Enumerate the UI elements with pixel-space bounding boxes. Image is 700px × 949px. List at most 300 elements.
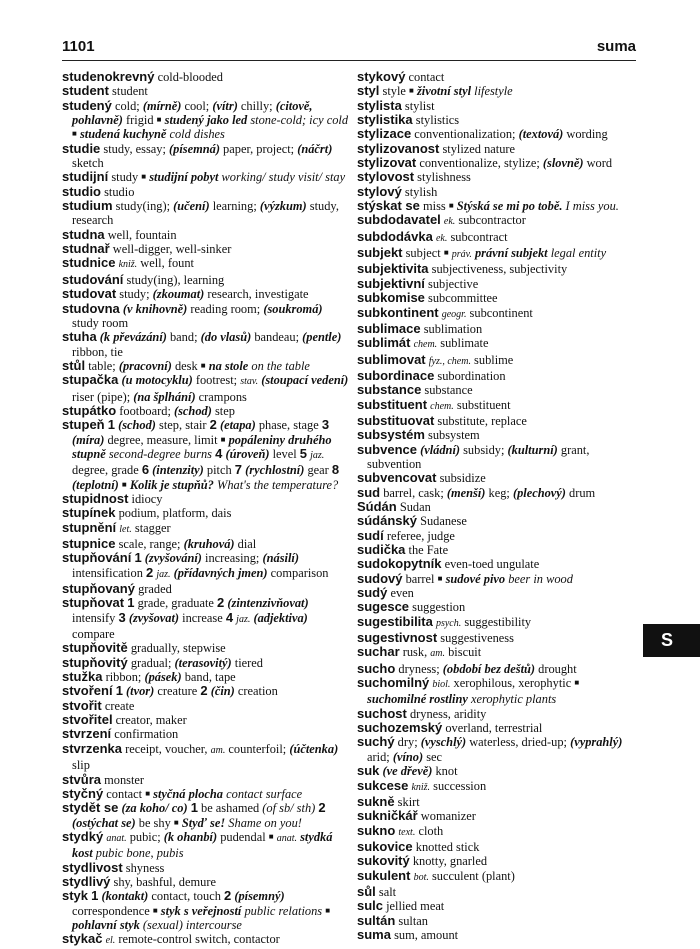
dictionary-entry: sudička the Fate (357, 542, 449, 557)
dictionary-entry: subjektivní subjective (357, 275, 479, 291)
dictionary-entry: sublimát chem. sublimate (357, 335, 489, 351)
headword: sublimace (357, 320, 421, 336)
dictionary-entry: sugesce suggestion (357, 599, 466, 615)
dictionary-entry: subsystém subsystem (357, 427, 480, 443)
headword: sudý (357, 585, 388, 601)
dictionary-entry: sukovice knotted stick (357, 838, 480, 854)
dictionary-entry: subordinace subordination (357, 367, 506, 383)
headword: sukovice (357, 838, 413, 854)
phrase-translation: What's the temperature? (217, 477, 339, 492)
phrase-marker: ■ (145, 788, 151, 798)
field-label: fyz., chem. (428, 355, 471, 367)
headword: sukulent (357, 867, 411, 883)
headword: 8 (331, 462, 340, 478)
dictionary-entry: studie study, essay; (písemná) paper, project; (náčrt) sketch (62, 140, 333, 171)
headword: 2 (217, 595, 225, 611)
dictionary-entry: stupňování 1 (zvyšování) increasing; (násilí) intensification 2 jaz. (přídavných jmen) comparison (62, 550, 329, 580)
sense-note: (v knihovně) (122, 301, 188, 316)
dictionary-entry: súdánský Sudanese (357, 513, 467, 529)
sense-note: (adjektiva) (253, 610, 308, 625)
dictionary-entry: stvůra monster (62, 771, 145, 787)
dictionary-entry: stupačka (u motocyklu) footrest; stav. (stoupací vedení) riser (pipe); (na šplhání) crampons (62, 372, 349, 404)
sense-note: na stole (208, 358, 249, 373)
dictionary-entry: stýskat se miss ■ Stýská se mi po tobě. I miss you. (357, 198, 619, 214)
headword: stupačka (62, 372, 119, 388)
headword: sukcese (357, 777, 409, 793)
right-column (357, 70, 637, 942)
headword: sulc (357, 898, 384, 914)
sense-note: (terasovitý) (174, 655, 232, 670)
headword: stvoření (62, 683, 113, 699)
headword: sublimovat (357, 351, 426, 367)
sense-note: popáleniny druhého stupně (72, 432, 332, 461)
headword: sukně (357, 793, 395, 809)
field-label: ek. (443, 216, 456, 228)
headword: substituent (357, 396, 428, 412)
dictionary-entry: stylovost stylishness (357, 169, 471, 185)
sense-note: Styď se! (181, 815, 226, 830)
headword: stylový (357, 183, 402, 199)
dictionary-entry: sukovitý knotty, gnarled (357, 853, 488, 869)
dictionary-entry: styl style ■ životní styl lifestyle (357, 83, 513, 99)
page-header (62, 38, 636, 61)
headword: stupeň (62, 417, 105, 433)
headword: stylovost (357, 169, 415, 185)
headword: stydlivý (62, 873, 111, 889)
phrase-translation: stone-cold; icy cold (250, 113, 349, 128)
page-number: 1101 (62, 38, 95, 55)
dictionary-entry: sudokopytník even-toed ungulate (357, 556, 540, 572)
dictionary-entry: sukcese kniž. succession (357, 777, 487, 793)
sense-note: (pásek) (144, 670, 182, 685)
sense-note: (zintenzivňovat) (227, 596, 309, 611)
dictionary-entry: stupeň 1 (schod) step, stair 2 (etapa) phase, stage 3 (míra) degree, measure, limit ■ popáleniny druhého stupně second-degree burns 4 (úroveň) level 5 jaz. degree, grade 6 (intenzity) pitch 7 (rychlostní) gear 8 (teplotní) ■ Kolik je stupňů? What's the temperature? (62, 417, 340, 492)
dictionary-entry: stvoření 1 (tvor) creature 2 (čin) creation (62, 683, 278, 699)
dictionary-entry: sukno text. cloth (357, 822, 444, 838)
dictionary-entry: sudí referee, judge (357, 527, 455, 543)
headword: studie (62, 140, 101, 156)
phrase-marker: ■ (121, 479, 127, 489)
headword: subjektivní (357, 275, 425, 291)
phrase-marker: ■ (156, 115, 162, 125)
headword: 1 (190, 800, 198, 816)
sense-note: styk s veřejností (160, 903, 242, 918)
phrase-translation: xerophytic plants (470, 692, 557, 707)
headword: súdánský (357, 513, 417, 529)
headword: studovat (62, 286, 117, 302)
sense-note: (rychlostní) (245, 463, 305, 478)
sense-note: Stýská se mi po tobě. (456, 199, 563, 214)
headword: subsystém (357, 427, 425, 443)
headword: subdodávka (357, 228, 433, 244)
headword: subjekt (357, 245, 403, 261)
headword: 1 (107, 417, 115, 433)
headword: sudička (357, 542, 406, 557)
phrase-translation: (of sb/ sth) (262, 801, 316, 816)
dictionary-entry: sultán sultan (357, 912, 428, 928)
dictionary-entry: sugestivnost suggestiveness (357, 630, 514, 646)
headword: sukno (357, 822, 396, 838)
sense-note: (výzkum) (259, 199, 307, 214)
sense-note: (vítr) (212, 98, 238, 113)
sense-note: životní styl (416, 84, 472, 99)
dictionary-entry: stykový contact (357, 69, 445, 84)
headword: 2 (318, 800, 326, 816)
dictionary-entry: studování study(ing), learning (62, 271, 225, 287)
sense-note: stydká kost (72, 829, 333, 861)
field-label: jaz. (310, 449, 325, 461)
dictionary-entry: stupňovaný graded (62, 581, 172, 597)
headword: subkontinent (357, 304, 439, 320)
dictionary-entry: subjekt subject ■ práv. právní subjekt legal entity (357, 245, 607, 261)
phrase-marker: ■ (152, 905, 158, 915)
section-tab: S (643, 624, 700, 657)
field-label: jaz. (156, 568, 171, 580)
headword: substance (357, 382, 422, 398)
dictionary-entry: sukulent bot. succulent (plant) (357, 867, 515, 883)
headword: 2 (145, 564, 154, 580)
headword: 3 (321, 417, 330, 433)
sense-note: (k převázání) (99, 330, 167, 345)
field-label: chem. (413, 339, 438, 351)
sense-note: (úroveň) (225, 446, 270, 461)
dictionary-entry: sublimace sublimation (357, 320, 483, 336)
sense-note: (soukromá) (263, 301, 323, 316)
sense-note: (písemný) (234, 889, 285, 904)
dictionary-entry: stylistika stylistics (357, 112, 460, 128)
sense-note: (stoupací vedení) (261, 373, 349, 388)
dictionary-entry: stvořitel creator, maker (62, 712, 187, 728)
sense-note: studená kuchyně (79, 127, 167, 142)
headword: stydlivost (62, 859, 123, 875)
dictionary-entry: suchozemský overland, terrestrial (357, 720, 543, 736)
headword: stylizovanost (357, 140, 440, 156)
dictionary-entry: stupňovitě gradually, stepwise (62, 640, 226, 656)
sense-note: (učení) (173, 199, 210, 214)
dictionary-entry: sulc jellied meat (357, 898, 445, 914)
sense-note: studený jako led (164, 113, 248, 128)
sense-note: (schod) (118, 418, 156, 433)
dictionary-entry: stupňovat 1 grade, graduate 2 (zintenzivňovat) intensify 3 (zvyšovat) increase 4 jaz. (adjektiva) compare (62, 595, 309, 642)
phrase-translation: legal entity (550, 246, 607, 261)
phrase-translation: Shame on you! (228, 815, 302, 830)
sense-note: (víno) (392, 749, 424, 764)
headword: sugestivnost (357, 630, 438, 646)
dictionary-entry: stužka ribbon; (pásek) band, tape (62, 669, 236, 685)
headword: suchý (357, 734, 395, 750)
headword: 1 (127, 595, 135, 611)
dictionary-entry: stydět se (za koho/ co) 1 be ashamed (of sb/ sth) 2 (ostýchat se) be shy ■ Styď se! Shame on you! (62, 800, 326, 830)
headword: stykač (62, 931, 103, 947)
dictionary-entry: subjektivita subjectiveness, subjectivity (357, 261, 568, 277)
dictionary-entry: studium study(ing); (učení) learning; (výzkum) study, research (62, 198, 339, 228)
headword: sud (357, 484, 381, 500)
headword: stupňování (62, 550, 132, 566)
headword: stupňovat (62, 595, 125, 611)
sense-note: (menší) (446, 485, 486, 500)
phrase-marker: ■ (437, 573, 443, 583)
field-label: práv. (451, 249, 472, 261)
headword: stylizovat (357, 155, 417, 171)
field-label: el. (105, 935, 116, 947)
dictionary-entry: substance substance (357, 382, 473, 398)
sense-note: (náčrt) (297, 141, 333, 156)
headword: studijní (62, 169, 109, 185)
headword: stykový (357, 69, 406, 84)
dictionary-entry: sublimovat fyz., chem. sublime (357, 351, 514, 367)
headword: studený (62, 97, 112, 113)
dictionary-entry: subdodávka ek. subcontract (357, 228, 508, 244)
headword: styl (357, 83, 380, 99)
dictionary-entry: styk 1 (kontakt) contact, touch 2 (písemný) correspondence ■ styk s veřejností public relations ■ pohlavní styk (sexual) intercourse (62, 888, 331, 932)
headword: sugestibilita (357, 613, 433, 629)
headword: stvořitel (62, 712, 113, 728)
headword: stužka (62, 669, 103, 685)
headword: stupňovitě (62, 640, 128, 656)
dictionary-entry: subkomise subcommittee (357, 290, 498, 306)
sense-note: styčná plocha (153, 786, 224, 801)
dictionary-entry: sukně skirt (357, 793, 420, 809)
headword: 5 (299, 445, 308, 461)
dictionary-entry: Súdán Sudan (357, 498, 431, 514)
headword: styčný (62, 785, 104, 801)
dictionary-entry: suchý dry; (vyschlý) waterless, dried-up; (vyprahlý) arid; (víno) sec (357, 734, 623, 764)
sense-note: (zvyšovat) (128, 610, 180, 625)
headword: stupnice (62, 536, 116, 551)
headword: stvrzenka (62, 740, 122, 756)
field-label: psych. (435, 617, 462, 629)
sense-note: (za koho/ co) (121, 801, 188, 816)
sense-note: (kulturní) (507, 442, 558, 457)
sense-note: (na šplhání) (133, 389, 196, 404)
dictionary-entry: stupňovitý gradual; (terasovitý) tiered (62, 654, 263, 670)
sense-note: (plechový) (512, 485, 566, 500)
headword: stupidnost (62, 490, 129, 506)
headword: stupňovaný (62, 581, 135, 597)
headword: suk (357, 763, 380, 779)
headword: studenokrevný (62, 69, 155, 84)
phrase-translation: working/ study visit/ stay (221, 170, 346, 185)
sense-note: (pentle) (302, 330, 342, 345)
dictionary-entry: stylizace conventionalization; (textová) wording (357, 126, 608, 142)
headword: subvencovat (357, 470, 437, 486)
sense-note: (u motocyklu) (121, 373, 193, 388)
sense-note: (období bez deštů) (442, 661, 536, 676)
dictionary-entry: suma sum, amount (357, 926, 459, 942)
sense-note: (ve dřevě) (382, 764, 433, 779)
sense-note: (do vlasů) (200, 330, 252, 345)
phrase-translation: public relations (244, 903, 323, 918)
dictionary-entry: stupnice scale, range; (kruhová) dial (62, 536, 257, 551)
dictionary-entry: sudový barrel ■ sudové pivo beer in wood (357, 570, 573, 586)
dictionary-entry: sucho dryness; (období bez deštů) drought (357, 660, 577, 676)
headword: subordinace (357, 367, 435, 383)
dictionary-entry: sud barrel, cask; (menší) keg; (plechový) drum (357, 484, 596, 500)
sense-note: studijní pobyt (149, 170, 219, 185)
field-label: anat. (276, 832, 297, 844)
headword: stydký (62, 828, 104, 844)
headword: stydět se (62, 800, 119, 816)
dictionary-entry: substituent chem. substituent (357, 396, 511, 412)
headword: stylistika (357, 112, 413, 128)
headword: sultán (357, 912, 396, 928)
sense-note: (vyschlý) (420, 735, 467, 750)
field-label: am. (210, 744, 226, 756)
sense-note: (k ohanbí) (163, 829, 218, 844)
headword: stylista (357, 97, 402, 113)
headword: stupnění (62, 519, 117, 535)
sense-note: (citově, pohlavně) (72, 98, 313, 128)
phrase-marker: ■ (325, 905, 331, 915)
dictionary-entry: subvence (vládní) subsidy; (kulturní) grant, subvention (357, 441, 590, 471)
dictionary-entry: sůl salt (357, 883, 397, 899)
headword: stylizace (357, 126, 412, 142)
headword: 4 (215, 445, 223, 461)
dictionary-entry: studijní study ■ studijní pobyt working/ study visit/ stay (62, 169, 346, 185)
dictionary-entry: studovat study; (zkoumat) research, investigate (62, 286, 309, 302)
dictionary-entry: stuha (k převázání) band; (do vlasů) bandeau; (pentle) ribbon, tie (62, 329, 342, 359)
headword: 2 (209, 417, 217, 433)
dictionary-entry: stupínek podium, platform, dais (62, 505, 232, 521)
headword: suma (357, 926, 391, 942)
field-label: am. (430, 648, 446, 660)
headword: sucho (357, 660, 396, 676)
field-label: bot. (413, 871, 429, 883)
sense-note: (vládní) (420, 442, 461, 457)
dictionary-entry: stvrzenka receipt, voucher, am. counterfoil; (účtenka) slip (62, 740, 339, 773)
headword: sugesce (357, 599, 410, 615)
sense-note: Kolik je stupňů? (129, 477, 214, 492)
headword: 3 (118, 609, 126, 625)
sense-note: (zvyšování) (144, 551, 202, 566)
dictionary-entry: subkontinent geogr. subcontinent (357, 304, 533, 320)
dictionary-entry: subvencovat subsidize (357, 470, 486, 486)
dictionary-entry: stupidnost idiocy (62, 490, 163, 506)
headword: sukničkář (357, 808, 418, 824)
headword: stvrzení (62, 726, 112, 742)
dictionary-entry: stydlivý shy, bashful, demure (62, 873, 216, 889)
sense-note: (tvor) (126, 684, 155, 699)
phrase-marker: ■ (141, 172, 147, 182)
dictionary-entry: suk (ve dřevě) knot (357, 763, 458, 779)
dictionary-entry: studnař well-digger, well-sinker (62, 241, 232, 257)
phrase-marker: ■ (72, 129, 77, 139)
sense-note: (slovně) (542, 156, 584, 171)
sense-note: (čin) (210, 684, 235, 699)
headword: suchar (357, 644, 400, 660)
headword: stůl (62, 357, 86, 373)
dictionary-entry: stydký anat. pubic; (k ohanbí) pudendal ■ anat. stydká kost pubic bone, pubis (62, 828, 333, 861)
sense-note: (míra) (72, 432, 105, 447)
headword: sůl (357, 883, 376, 899)
sense-note: (mírně) (142, 98, 182, 113)
headword: sudokopytník (357, 556, 442, 572)
dictionary-entry: stvořit create (62, 697, 135, 713)
sense-note: (zkoumat) (152, 287, 205, 302)
headword: suchomilný (357, 675, 430, 691)
headword: 4 (225, 609, 234, 625)
sense-note: (pracovní) (118, 358, 172, 373)
headword: stvůra (62, 771, 102, 787)
dictionary-entry: student student (62, 83, 148, 99)
sense-note: (schod) (173, 403, 212, 418)
sense-note: (násilí) (262, 551, 299, 566)
sense-note: (písemná) (169, 141, 220, 156)
dictionary-entry: stylový stylish (357, 183, 438, 199)
phrase-marker: ■ (448, 201, 454, 211)
guide-word: suma (596, 38, 636, 55)
headword: sudový (357, 570, 403, 586)
dictionary-entry: stylista stylist (357, 97, 435, 113)
headword: suchozemský (357, 720, 443, 736)
phrase-translation: beer in wood (508, 571, 573, 586)
headword: 1 (115, 683, 123, 699)
headword: subvence (357, 441, 417, 457)
dictionary-entry: substituovat substitute, replace (357, 412, 527, 428)
dictionary-entry: suchost dryness, aridity (357, 705, 487, 721)
phrase-translation: contact surface (226, 786, 303, 801)
field-label: text. (398, 826, 416, 838)
headword: stuha (62, 329, 97, 345)
dictionary-entry: sukničkář womanizer (357, 808, 476, 824)
field-label: chem. (430, 400, 454, 412)
sense-note: (kruhová) (183, 537, 235, 551)
headword: stupínek (62, 505, 116, 521)
dictionary-entry: studna well, fountain (62, 226, 177, 242)
headword: 7 (234, 462, 243, 478)
field-label: jaz. (236, 613, 251, 625)
dictionary-entry: studenokrevný cold-blooded (62, 69, 223, 84)
dictionary-entry: subdodavatel ek. subcontractor (357, 212, 526, 228)
sense-note: sudové pivo (445, 571, 506, 586)
sense-note: (textová) (518, 127, 564, 142)
headword: 2 (200, 683, 208, 699)
phrase-marker: ■ (173, 817, 179, 827)
dictionary-entry: stylizovat conventionalize, stylize; (slovně) word (357, 155, 613, 171)
dictionary-entry: stylizovanost stylized nature (357, 140, 516, 156)
headword: 1 (134, 550, 142, 566)
headword: studium (62, 198, 113, 214)
headword: stýskat se (357, 198, 420, 214)
dictionary-entry: stůl table; (pracovní) desk ■ na stole on the table (62, 357, 310, 373)
phrase-marker: ■ (574, 678, 580, 688)
headword: subjektivita (357, 261, 429, 277)
sense-note: (etapa) (219, 418, 256, 433)
headword: studovna (62, 300, 120, 316)
headword: styk (62, 888, 89, 904)
headword: suchost (357, 705, 407, 721)
headword: sukovitý (357, 853, 410, 869)
sense-note: (vyprahlý) (570, 735, 623, 750)
headword: stupátko (62, 402, 117, 418)
headword: Súdán (357, 498, 397, 514)
sense-note: (kontakt) (101, 889, 149, 904)
left-column (62, 70, 352, 949)
phrase-marker: ■ (220, 434, 226, 444)
dictionary-entry: studnice kniž. well, fount (62, 255, 194, 271)
headword: subdodavatel (357, 212, 441, 228)
phrase-translation: (sexual) intercourse (142, 917, 242, 932)
phrase-translation: lifestyle (474, 84, 513, 99)
headword: studio (62, 183, 101, 199)
dictionary-entry: sugestibilita psych. suggestibility (357, 613, 532, 629)
dictionary-entry: suchomilný biol. xerophilous, xerophytic ■ suchomilné rostliny xerophytic plants (357, 675, 580, 707)
dictionary-entry: studovna (v knihovně) reading room; (soukromá) study room (62, 300, 323, 330)
headword: 1 (91, 888, 99, 904)
headword: 6 (141, 462, 150, 478)
dictionary-entry: suchar rusk, am. biscuit (357, 644, 482, 660)
headword: student (62, 83, 109, 99)
